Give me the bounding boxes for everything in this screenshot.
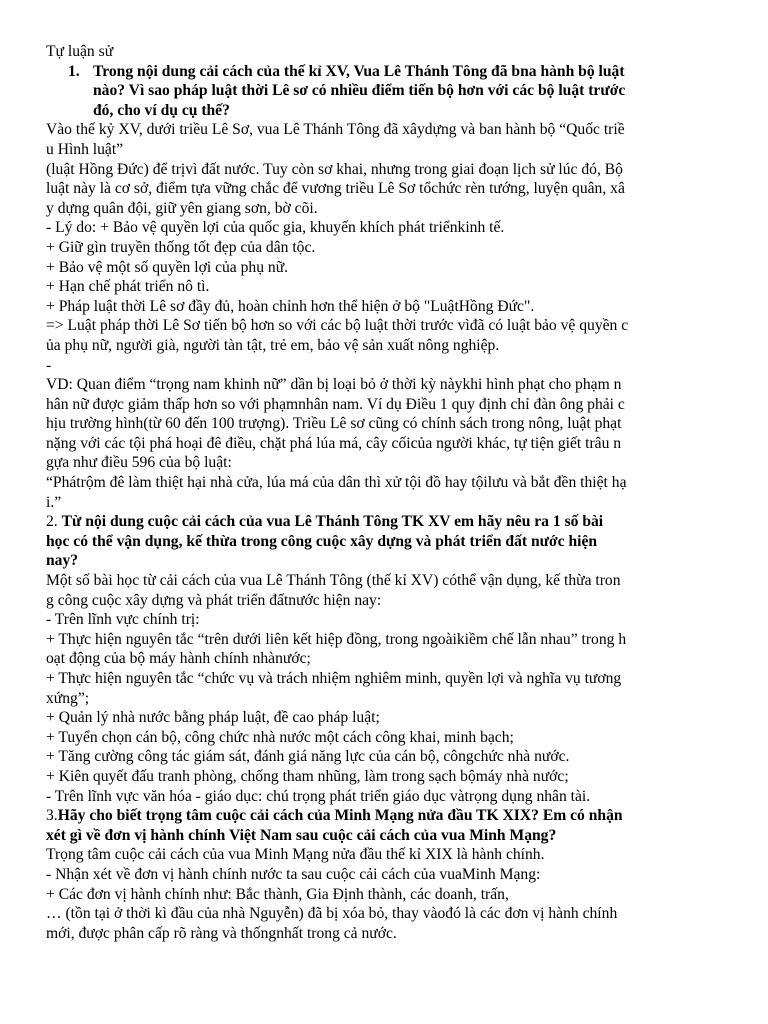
answer-3-line: mới, được phân cấp rõ ràng và thốngnhất trong cả nước. [46, 924, 397, 942]
answer-2-line: - Trên lĩnh vực chính trị: [46, 611, 200, 629]
answer-1-line: Vào thế kỷ XV, dưới triều Lê Sơ, vua Lê Thánh Tông đã xâydựng và ban hành bộ “Quốc triề [46, 121, 625, 139]
answer-1-line: VD: Quan điểm “trọng nam khinh nữ” dần bị loại bỏ ở thời kỳ nàykhi hình phạt cho phạm n [46, 376, 622, 394]
answer-3-line: Trọng tâm cuộc cải cách của vua Minh Mạng nửa đầu thế kỉ XIX là hành chính. [46, 846, 545, 864]
answer-1-line: + Hạn chế phát triển nô tì. [46, 278, 210, 296]
answer-3-line: + Các đơn vị hành chính như: Bắc thành, Gia Định thành, các doanh, trấn, [46, 885, 509, 903]
answer-2 [46, 571, 724, 806]
question-2-line: Từ nội dung cuộc cải cách của vua Lê Thánh Tông TK XV em hãy nêu ra 1 số bài [61, 513, 604, 531]
question-3 [46, 806, 724, 845]
answer-1-line: luật này là cơ sở, điểm tựa vững chắc để vương triều Lê Sơ tổchức rèn tướng, luyện quân, xâ [46, 180, 625, 198]
answer-2-line: oạt động của bộ máy hành chính nhànước; [46, 650, 311, 668]
answer-1-line: “Phátrộm đê làm thiệt hại nhà cửa, lúa má của dân thì xử tội đồ hay tộilưu và bắt đền thiệt hạ [46, 474, 627, 492]
answer-2-line: + Kiên quyết đấu tranh phòng, chống tham nhũng, làm trong sạch bộmáy nhà nước; [46, 767, 569, 785]
answer-1-line: y dựng quân đội, giữ yên giang sơn, bờ cõi. [46, 199, 318, 217]
answer-1-line: (luật Hồng Đức) để trịvì đất nước. Tuy còn sơ khai, nhưng trong giai đoạn lịch sử lúc đó, Bộ [46, 160, 623, 178]
answer-1-line: u Hình luật” [46, 140, 124, 158]
answer-3-line: … (tồn tại ở thời kì đầu của nhà Nguyễn) đã bị xóa bỏ, thay vàođó là các đơn vị hành chính [46, 905, 618, 923]
question-2 [46, 512, 724, 571]
answer-2-line: + Tăng cường công tác giám sát, đánh giá năng lực của cán bộ, côngchức nhà nước. [46, 748, 570, 766]
answer-1-line: ủa phụ nữ, người già, người tàn tật, trẻ em, bảo vệ sản xuất nông nghiệp. [46, 336, 500, 354]
document-title: Tự luận sử [46, 43, 114, 60]
answer-3 [46, 845, 724, 943]
question-3-line: xét gì về đơn vị hành chính Việt Nam sau cuộc cải cách của vua Minh Mạng? [46, 826, 557, 844]
answer-2-line: Một số bài học từ cải cách của vua Lê Thánh Tông (thế kỉ XV) cóthể vận dụng, kế thừa tron [46, 572, 621, 590]
question-2-line: học có thể vận dụng, kế thừa trong công cuộc xây dựng và phát triển đất nước hiện [46, 532, 598, 550]
answer-2-line: + Thực hiện nguyên tắc “chức vụ và trách nhiệm nghiêm minh, quyền lợi và nghĩa vụ tương [46, 670, 622, 687]
answer-1-line: + Giữ gìn truyền thống tốt đẹp của dân tộc. [46, 238, 316, 256]
question-1-number: 1. [68, 62, 80, 80]
answer-2-line: + Thực hiện nguyên tắc “trên dưới liên kết hiệp đồng, trong ngoàikiềm chế lẫn nhau” trong h [46, 630, 627, 648]
question-1-line: đó, cho ví dụ cụ thế? [93, 101, 230, 119]
answer-1-line: + Pháp luật thời Lê sơ đầy đủ, hoàn chỉnh hơn thể hiện ở bộ "LuậtHồng Đức". [46, 297, 535, 315]
answer-2-line: + Quản lý nhà nước bằng pháp luật, đề cao pháp luật; [46, 709, 380, 727]
answer-2-line: + Tuyển chọn cán bộ, công chức nhà nước một cách công khai, minh bạch; [46, 728, 514, 746]
document-page [46, 42, 724, 943]
answer-1-line: - [46, 356, 52, 374]
answer-1 [46, 120, 724, 512]
question-2-number: 2. [46, 513, 58, 531]
question-1-line: nào? Vì sao pháp luật thời Lê sơ có nhiều điểm tiến bộ hơn với các bộ luật trước [93, 82, 626, 100]
answer-2-line: xứng”; [46, 689, 90, 707]
answer-3-line: - Nhận xét về đơn vị hành chính nước ta sau cuộc cải cách của vuaMinh Mạng: [46, 865, 541, 883]
answer-1-line: - Lý do: + Bảo vệ quyền lợi của quốc gia, khuyến khích phát triểnkinh tế. [46, 219, 505, 237]
answer-2-line: - Trên lĩnh vực văn hóa - giáo dục: chú trọng phát triển giáo dục vàtrọng dụng nhân tài. [46, 787, 591, 805]
answer-1-line: + Bảo vệ một số quyền lợi của phụ nữ. [46, 258, 289, 276]
answer-1-line: hân nữ được giảm thấp hơn so với phạmnhân nam. Ví dụ Điều 1 quy định chỉ đàn ông phải c [46, 395, 625, 413]
answer-1-line: i.” [46, 493, 62, 511]
answer-1-line: nặng với các tội phá hoại đê điều, chặt phá lúa má, cây cốicủa người khác, tự tiện giết trâu n [46, 434, 622, 452]
question-3-line: Hãy cho biết trọng tâm cuộc cải cách của Minh Mạng nửa đầu TK XIX? Em có nhận [57, 807, 623, 825]
question-1-line: Trong nội dung cải cách của thế kỉ XV, Vua Lê Thánh Tông đã bna hành bộ luật [93, 62, 625, 80]
question-2-line: nay? [46, 552, 79, 570]
answer-1-line: gựa như điều 596 của bộ luật: [46, 454, 232, 472]
answer-1-line: => Luật pháp thời Lê Sơ tiến bộ hơn so với các bộ luật thời trước vìđã có luật bảo vệ quyền c [46, 317, 629, 335]
question-1 [46, 62, 724, 121]
answer-2-line: g công cuộc xây dựng và phát triển đấtnước hiện nay: [46, 591, 382, 609]
question-3-number: 3. [46, 807, 58, 825]
answer-1-line: hịu trường hình(từ 60 đến 100 trượng). Triều Lê sơ cũng có chính sách trong nông, luật phạt [46, 415, 622, 433]
